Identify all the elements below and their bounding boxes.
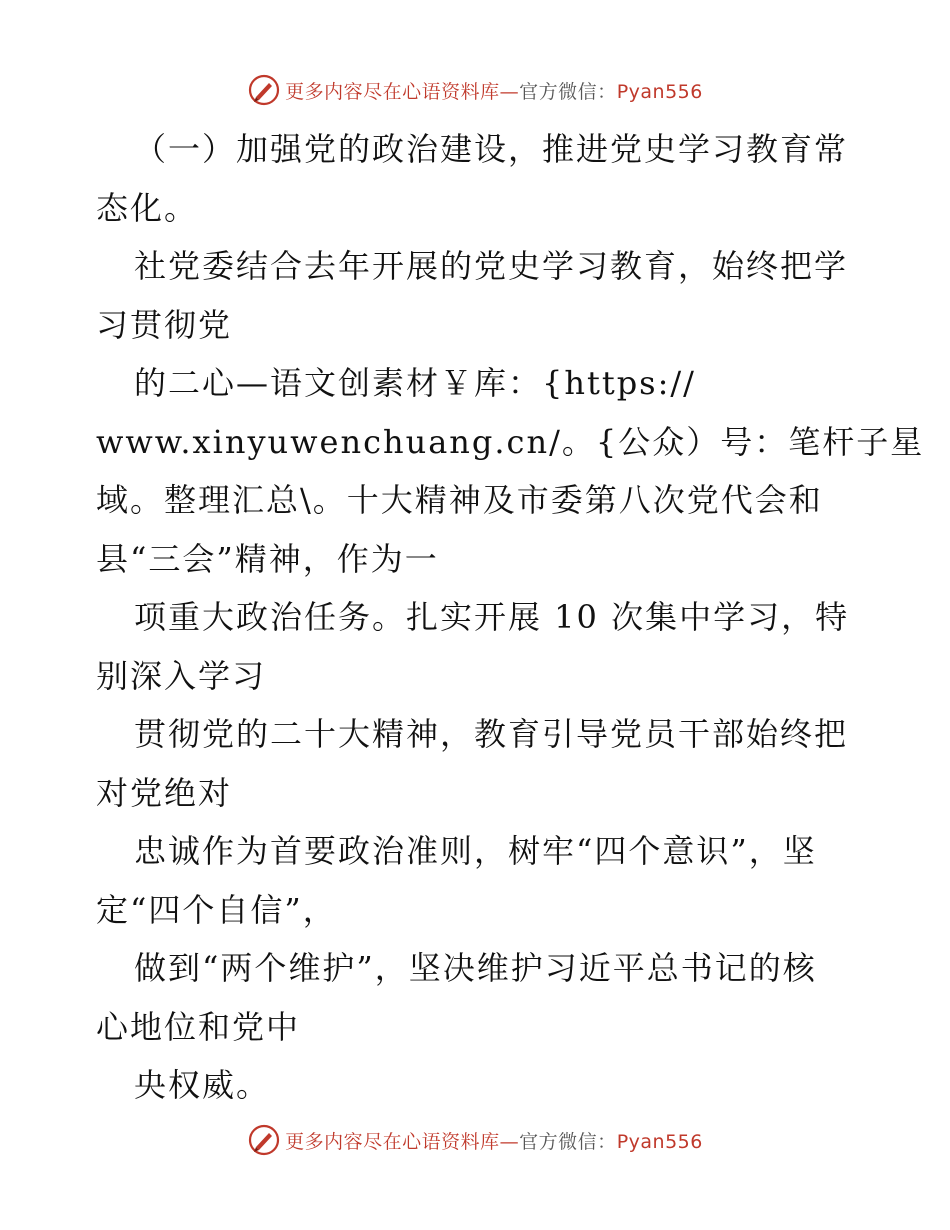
footer-banner — [0, 1120, 950, 1160]
banner-official-label: 官方微信： — [519, 1130, 617, 1153]
header-banner — [0, 70, 950, 110]
paragraph-line: 贯彻党的二十大精神，教育引导党员干部始终把 — [134, 715, 849, 753]
paragraph-line: 定“四个自信”， — [96, 890, 337, 929]
banner-dash: — — [499, 1130, 520, 1153]
document-body — [96, 120, 925, 1115]
paragraph-line: 忠诚作为首要政治准则，树牢“四个意识”，坚 — [134, 832, 817, 870]
paragraph-line: 社党委结合去年开展的党史学习教育，始终把学 — [134, 247, 849, 285]
banner-wechat-id: Pyan556 — [616, 1130, 703, 1153]
banner-official-label: 官方微信： — [519, 80, 617, 103]
pen-logo-icon — [247, 1123, 281, 1157]
banner-dash: — — [499, 80, 520, 103]
paragraph-line: 心地位和党中 — [96, 1007, 301, 1046]
paragraph-line: 的二心—语文创素材￥库：{https:// — [134, 364, 696, 402]
paragraph-line: 央权威。 — [134, 1066, 271, 1104]
banner-text — [285, 1127, 703, 1154]
paragraph-line: 县“三会”精神，作为一 — [96, 539, 439, 578]
banner-site-text: 更多内容尽在心语资料库 — [285, 80, 500, 103]
banner-wechat-id: Pyan556 — [616, 80, 703, 103]
pen-logo-icon — [247, 73, 281, 107]
paragraph-line: 对党绝对 — [96, 773, 233, 812]
paragraph-line: （一）加强党的政治建设，推进党史学习教育常 — [134, 130, 849, 168]
paragraph-line: 习贯彻党 — [96, 305, 233, 344]
paragraph-line: 做到“两个维护”，坚决维护习近平总书记的核 — [134, 949, 817, 987]
paragraph-line: 态化。 — [96, 188, 199, 227]
banner-site-text: 更多内容尽在心语资料库 — [285, 1130, 500, 1153]
paragraph-line: 别深入学习 — [96, 656, 267, 695]
paragraph-line: 项重大政治任务。扎实开展 10 次集中学习，特 — [134, 598, 850, 636]
banner-text — [285, 77, 703, 104]
paragraph-line: www.xinyuwenchuang.cn/。{公众）号：笔杆子星 — [96, 422, 925, 461]
paragraph-line: 域。整理汇总\。十大精神及市委第八次党代会和 — [96, 481, 823, 519]
